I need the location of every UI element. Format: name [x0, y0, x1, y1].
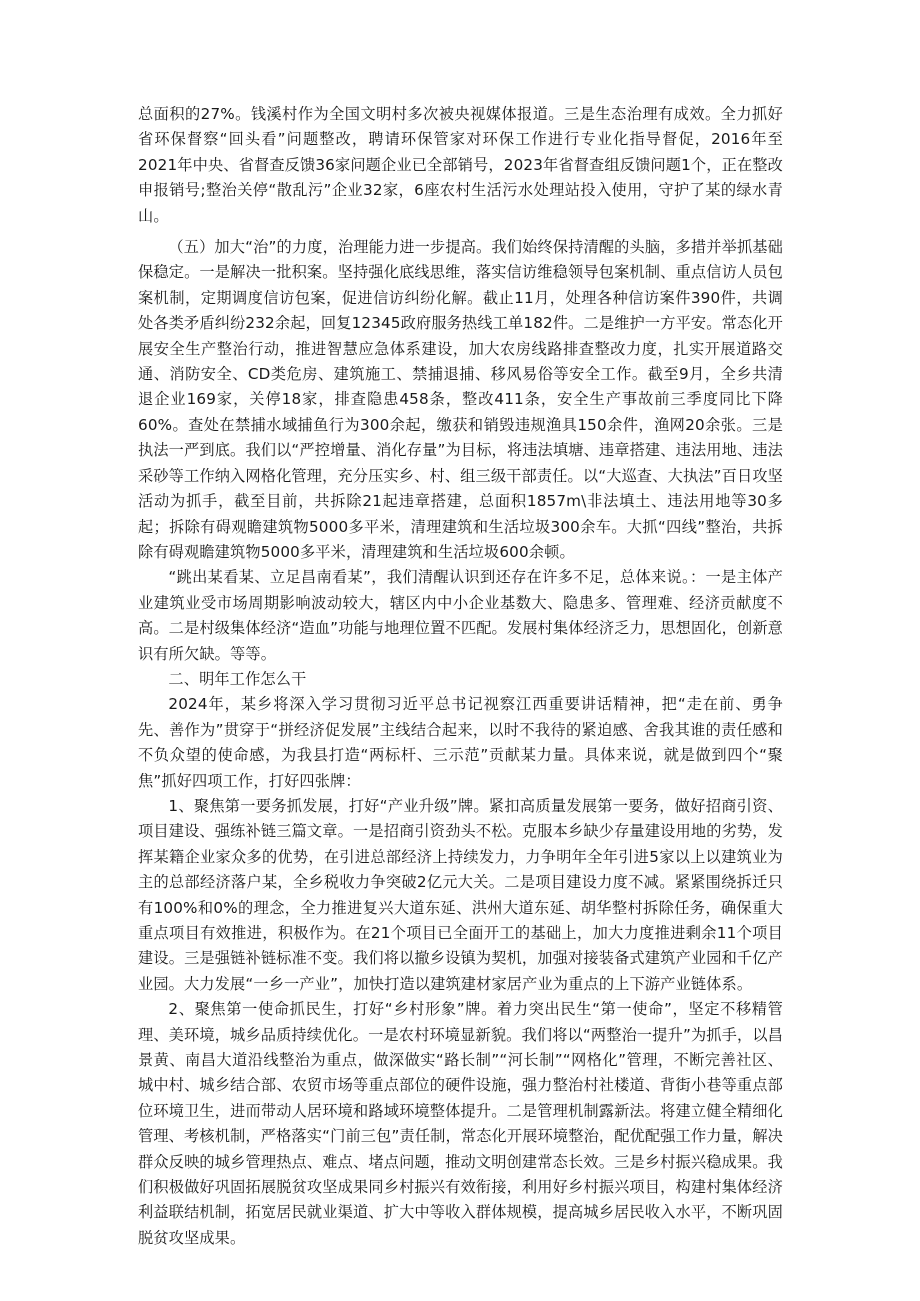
- paragraph-rural-image: 2、聚焦第一使命抓民生，打好“乡村形象”牌。着力突出民生“第一使命”，坚定不移精管理、美环境，城乡品质持续优化。一是农村环境显新貌。我们将以“两整治一提升”为抓手，以昌景黄、南昌大道沿线整治为重点，做深做实“路长制”“河长制”“网格化”管理，不断完善社区、城中村、城乡结合部、农贸市场等重点部位的硬件设施，强力整治村社楼道、背街小巷等重点部位环境卫生，进而带动人居环境和路域环境整体提升。二是管理机制露新法。将建立健全精细化管理、考核机制，严格落实“门前三包”责任制，常态化开展环境整治，配优配强工作力量，解决群众反映的城乡管理热点、难点、堵点问题，推动文明创建常态长效。三是乡村振兴稳成果。我们积极做好巩固拓展脱贫攻坚成果同乡村振兴有效衔接，利用好乡村振兴项目，构建村集体经济利益联结机制，拓宽居民就业渠道、扩大中等收入群体规模，提高城乡居民收入水平，不断巩固脱贫攻坚成果。: [138, 1000, 783, 1247]
- paragraph-shortcomings: “跳出某看某、立足昌南看某”，我们清醒认识到还存在许多不足，总体来说。：一是主体产业建筑业受市场周期影响波动较大，辖区内中小企业基数大、隐患多、管理难、经济贡献度不高。二是村级集体经济“造血”功能与地理位置不匹配。发展村集体经济乏力，思想固化，创新意识有所欠缺。等等。: [138, 568, 783, 663]
- document-body: [138, 102, 783, 1251]
- paragraph-ecology: 总面积的27%。钱溪村作为全国文明村多次被央视媒体报道。三是生态治理有成效。全力抓好省环保督察“回头看”问题整改，聘请环保管家对环保工作进行专业化指导督促，2016年至2021年中央、省督查反馈36家问题企业已全部销号，2023年省督查组反馈问题1个，正在整改申报销号;整治关停“散乱污”企业32家，6座农村生活污水处理站投入使用，守护了某的绿水青山。: [138, 105, 783, 225]
- paragraph-industry-upgrade: 1、聚焦第一要务抓发展，打好“产业升级”牌。紧扣高质量发展第一要务，做好招商引资、项目建设、强练补链三篇文章。一是招商引资劲头不松。克服本乡缺少存量建设用地的劣势，发挥某籍企业家众多的优势，在引进总部经济上持续发力，力争明年全年引进5家以上以建筑业为主的总部经济落户某，全乡税收力争突破2亿元大关。二是项目建设力度不减。紧紧围绕拆迁只有100%和0%的理念，全力推进复兴大道东延、洪州大道东延、胡华整村拆除任务，确保重大重点项目有效推进，积极作为。在21个项目已全面开工的基础上，加大力度推进剩余11个项目建设。三是强链补链标准不变。我们将以撤乡设镇为契机，加强对接装备式建筑产业园和千亿产业园。大力发展“一乡一产业”，加快打造以建筑建材家居产业为重点的上下游产业链体系。: [138, 796, 783, 993]
- paragraph-2024-plan: 2024年，某乡将深入学习贯彻习近平总书记视察江西重要讲话精神，把“走在前、勇争先、善作为”贯穿于“拼经济促发展”主线结合起来，以时不我待的紧迫感、舍我其谁的责任感和不负众望的使命感，为我县打造“两标杆、三示范”贡献某力量。具体来说，就是做到四个“聚焦”抓好四项工作，打好四张牌：: [138, 695, 783, 790]
- section-heading-next-year: 二、明年工作怎么干: [168, 669, 307, 688]
- paragraph-governance: （五）加大“治”的力度，治理能力进一步提高。我们始终保持清醒的头脑，多措并举抓基础保稳定。一是解决一批积案。坚持强化底线思维，落实信访维稳领导包案机制、重点信访人员包案机制，定期调度信访包案，促进信访纠纷化解。截止11月，处理各种信访案件390件，共调处各类矛盾纠纷232余起，回复12345政府服务热线工单182件。二是维护一方平安。常态化开展安全生产整治行动，推进智慧应急体系建设，加大农房线路排查整改力度，扎实开展道路交通、消防安全、CD类危房、建筑施工、禁捕退捕、移风易俗等安全工作。截至9月，全乡共清退企业169家，关停18家，排查隐患458条，整改411条，安全生产事故前三季度同比下降60%。查处在禁捕水域捕鱼行为300余起，缴获和销毁违规渔具150余件，渔网20余张。三是执法一严到底。我们以“严控增量、消化存量”为目标，将违法填塘、违章搭建、违法用地、违法采砂等工作纳入网格化管理，充分压实乡、村、组三级干部责任。以“大巡查、大执法”百日攻坚活动为抓手，截至目前，共拆除21起违章搭建，总面积1857m\非法填土、违法用地等30多起；拆除有碍观瞻建筑物5000多平米，清理建筑和生活垃圾300余车。大抓“四线”整治，共拆除有碍观瞻建筑物5000多平米，清理建筑和生活垃圾600余顿。: [138, 238, 783, 561]
